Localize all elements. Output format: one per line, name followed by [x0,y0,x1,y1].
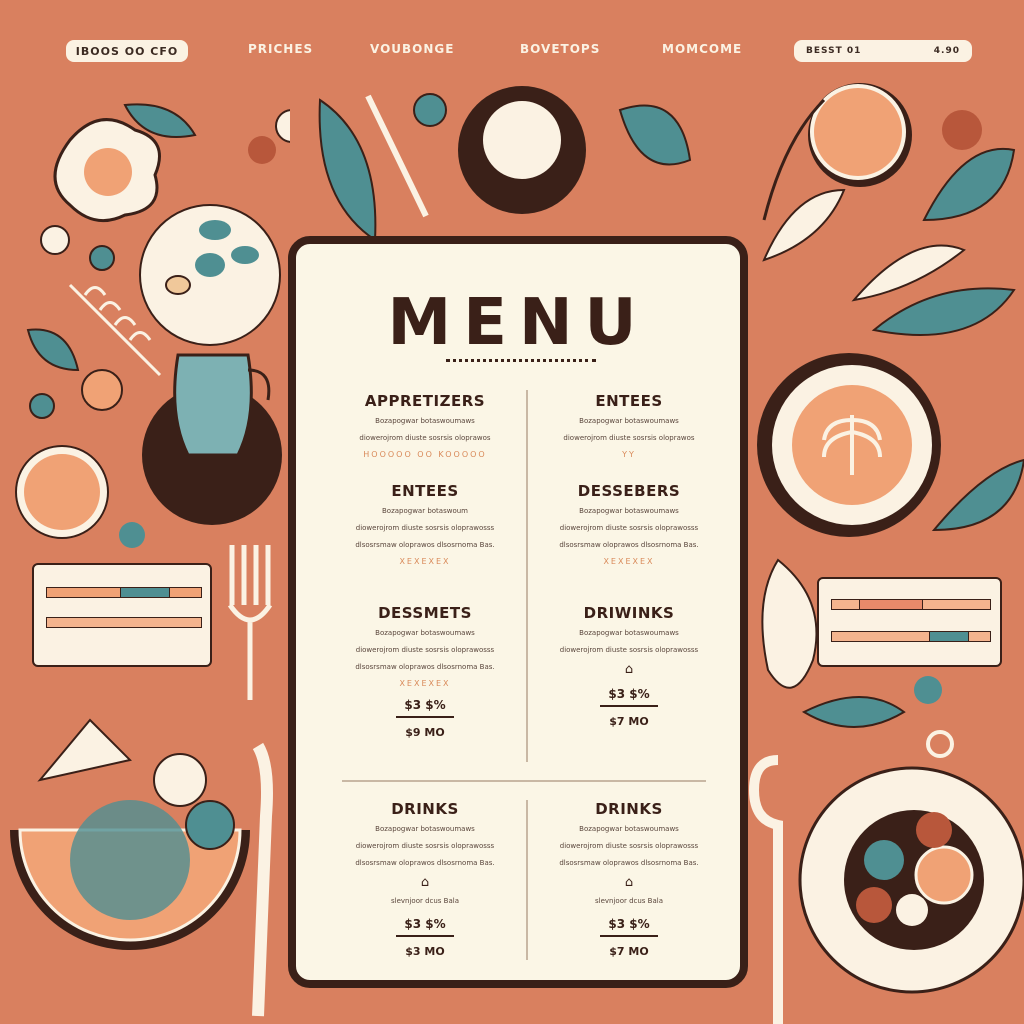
section-price: $3 $% [600,687,657,707]
row-divider [342,780,706,782]
section-desc: diowerojrom diuste sosrsis oloprawosss [355,646,495,654]
section-desc: Bozapogwar botaswoumaws [375,629,475,637]
berry-icon [914,676,942,704]
section-appetizers [330,392,520,459]
spoon-icon [762,560,816,688]
berry-icon [276,110,290,142]
cup-icon: ⌂ [420,875,430,890]
section-tag: XEXEXEX [603,557,655,566]
section-heading: APPRETIZERS [364,392,486,410]
berry-icon [942,110,982,150]
berry-icon [414,94,446,126]
grapefruit-icon [808,83,912,187]
section-drinks-right [534,604,724,728]
section-desc: Bozapogwar botaswoumaws [579,629,679,637]
section-entrees-right [534,392,724,459]
section-desc: dlsosrsmaw oloprawos dlsosrnoma Bas. [355,541,495,549]
title-divider [446,359,596,362]
section-desc: diowerojrom diuste sosrsis oloprawos [563,434,695,442]
egg-icon [55,120,160,221]
section-desc: diowerojrom diuste sosrsis oloprawosss [559,524,699,532]
section-heading: ENTEES [595,392,663,410]
bowl-icon [458,86,586,214]
section-desc: dlsosrsmaw oloprawos dlsosrnoma Bas. [559,859,699,867]
search-label: BESST 01 [806,46,862,56]
section-note: slevnjoor dcus Bala [594,897,664,905]
section-desc: Bozapogwar botaswoum [381,507,468,515]
menu-card [288,236,748,988]
menu-title: MENU [387,286,649,360]
nav-link-3[interactable]: BOVETOPS [520,42,601,56]
leaf-icon [874,288,1014,335]
section-desc: Bozapogwar botaswoumaws [375,417,475,425]
leaf-icon [764,190,844,260]
section-price: $3 $% [396,698,453,718]
cup-icon: ⌂ [624,875,634,890]
orange-slice-icon [16,446,108,538]
section-heading: DESSMETS [378,604,472,622]
section-desserts-right [534,482,724,566]
section-heading: DRIWINKS [583,604,675,622]
section-price-alt: $3 MO [405,945,445,958]
section-heading: ENTEES [391,482,459,500]
section-price-alt: $9 MO [405,726,445,739]
cup-icon: ⌂ [624,662,634,677]
latte-icon [757,353,941,537]
section-desc: Bozapogwar botaswoumaws [579,825,679,833]
nav-link-4[interactable]: MOMCOME [662,42,743,56]
section-desc: diowerojrom diuste sosrsis oloprawosss [559,646,699,654]
section-desc: diowerojrom diuste sosrsis oloprawos [359,434,491,442]
leaf-icon [28,330,78,371]
nav-link-1[interactable]: PRICHES [248,42,314,56]
section-heading: DRINKS [595,800,663,818]
section-drinks-left [330,800,520,958]
section-desc: diowerojrom diuste sosrsis oloprawosss [355,524,495,532]
section-desc: diowerojrom diuste sosrsis oloprawosss [559,842,699,850]
search-value: 4.90 [933,46,960,56]
section-price-alt: $7 MO [609,945,649,958]
berry-icon [30,394,54,418]
column-divider [526,390,528,762]
ring-icon [928,732,952,756]
leaf-icon [620,106,690,165]
section-desc: dlsosrsmaw oloprawos dlsosrnoma Bas. [355,859,495,867]
fork-icon [230,545,270,700]
berry-icon [248,136,276,164]
pitcher-icon [142,355,282,525]
section-heading: DESSEBERS [577,482,681,500]
section-note: slevnjoor dcus Bala [390,897,460,905]
column-divider [526,800,528,960]
section-desc: diowerojrom diuste sosrsis oloprawosss [355,842,495,850]
section-entrees-left [330,482,520,566]
section-tag: YY [622,450,636,459]
leaf-icon [320,100,376,240]
section-desc: Bozapogwar botaswoumaws [579,507,679,515]
section-desc: dlsosrsmaw oloprawos dlsosrnoma Bas. [355,663,495,671]
section-tag: HOOOOO OO KOOOOO [363,450,487,459]
berry-icon [41,226,69,254]
berry-icon [119,522,145,548]
section-desc: Bozapogwar botaswoumaws [375,825,475,833]
leaf-icon [924,149,1014,220]
section-price: $3 $% [396,917,453,937]
nav-link-2[interactable]: VOUBONGE [370,42,455,56]
plate-icon [140,205,280,345]
food-plate-icon [800,768,1024,992]
section-tag: XEXEXEX [399,557,451,566]
knife-icon [258,746,267,1016]
spoon-icon [754,760,778,1024]
leaf-icon [804,697,904,727]
section-price: $3 $% [600,917,657,937]
section-desc: dlsosrsmaw oloprawos dlsosrnoma Bas. [559,541,699,549]
berry-icon [90,246,114,270]
section-desc: Bozapogwar botaswoumaws [579,417,679,425]
left-info-panel [32,563,212,667]
section-desserts-left [330,604,520,739]
section-price-alt: $7 MO [609,715,649,728]
right-info-panel [817,577,1002,667]
section-drinks-right-2 [534,800,724,958]
brand-label: IBOOS OO CFO [75,44,179,58]
section-tag: XEXEXEX [399,679,451,688]
peach-icon [82,370,122,410]
bowl-icon [10,720,250,950]
section-heading: DRINKS [391,800,459,818]
leaf-icon [934,460,1024,530]
decor-right [734,0,1024,1024]
decor-left [0,0,290,1024]
